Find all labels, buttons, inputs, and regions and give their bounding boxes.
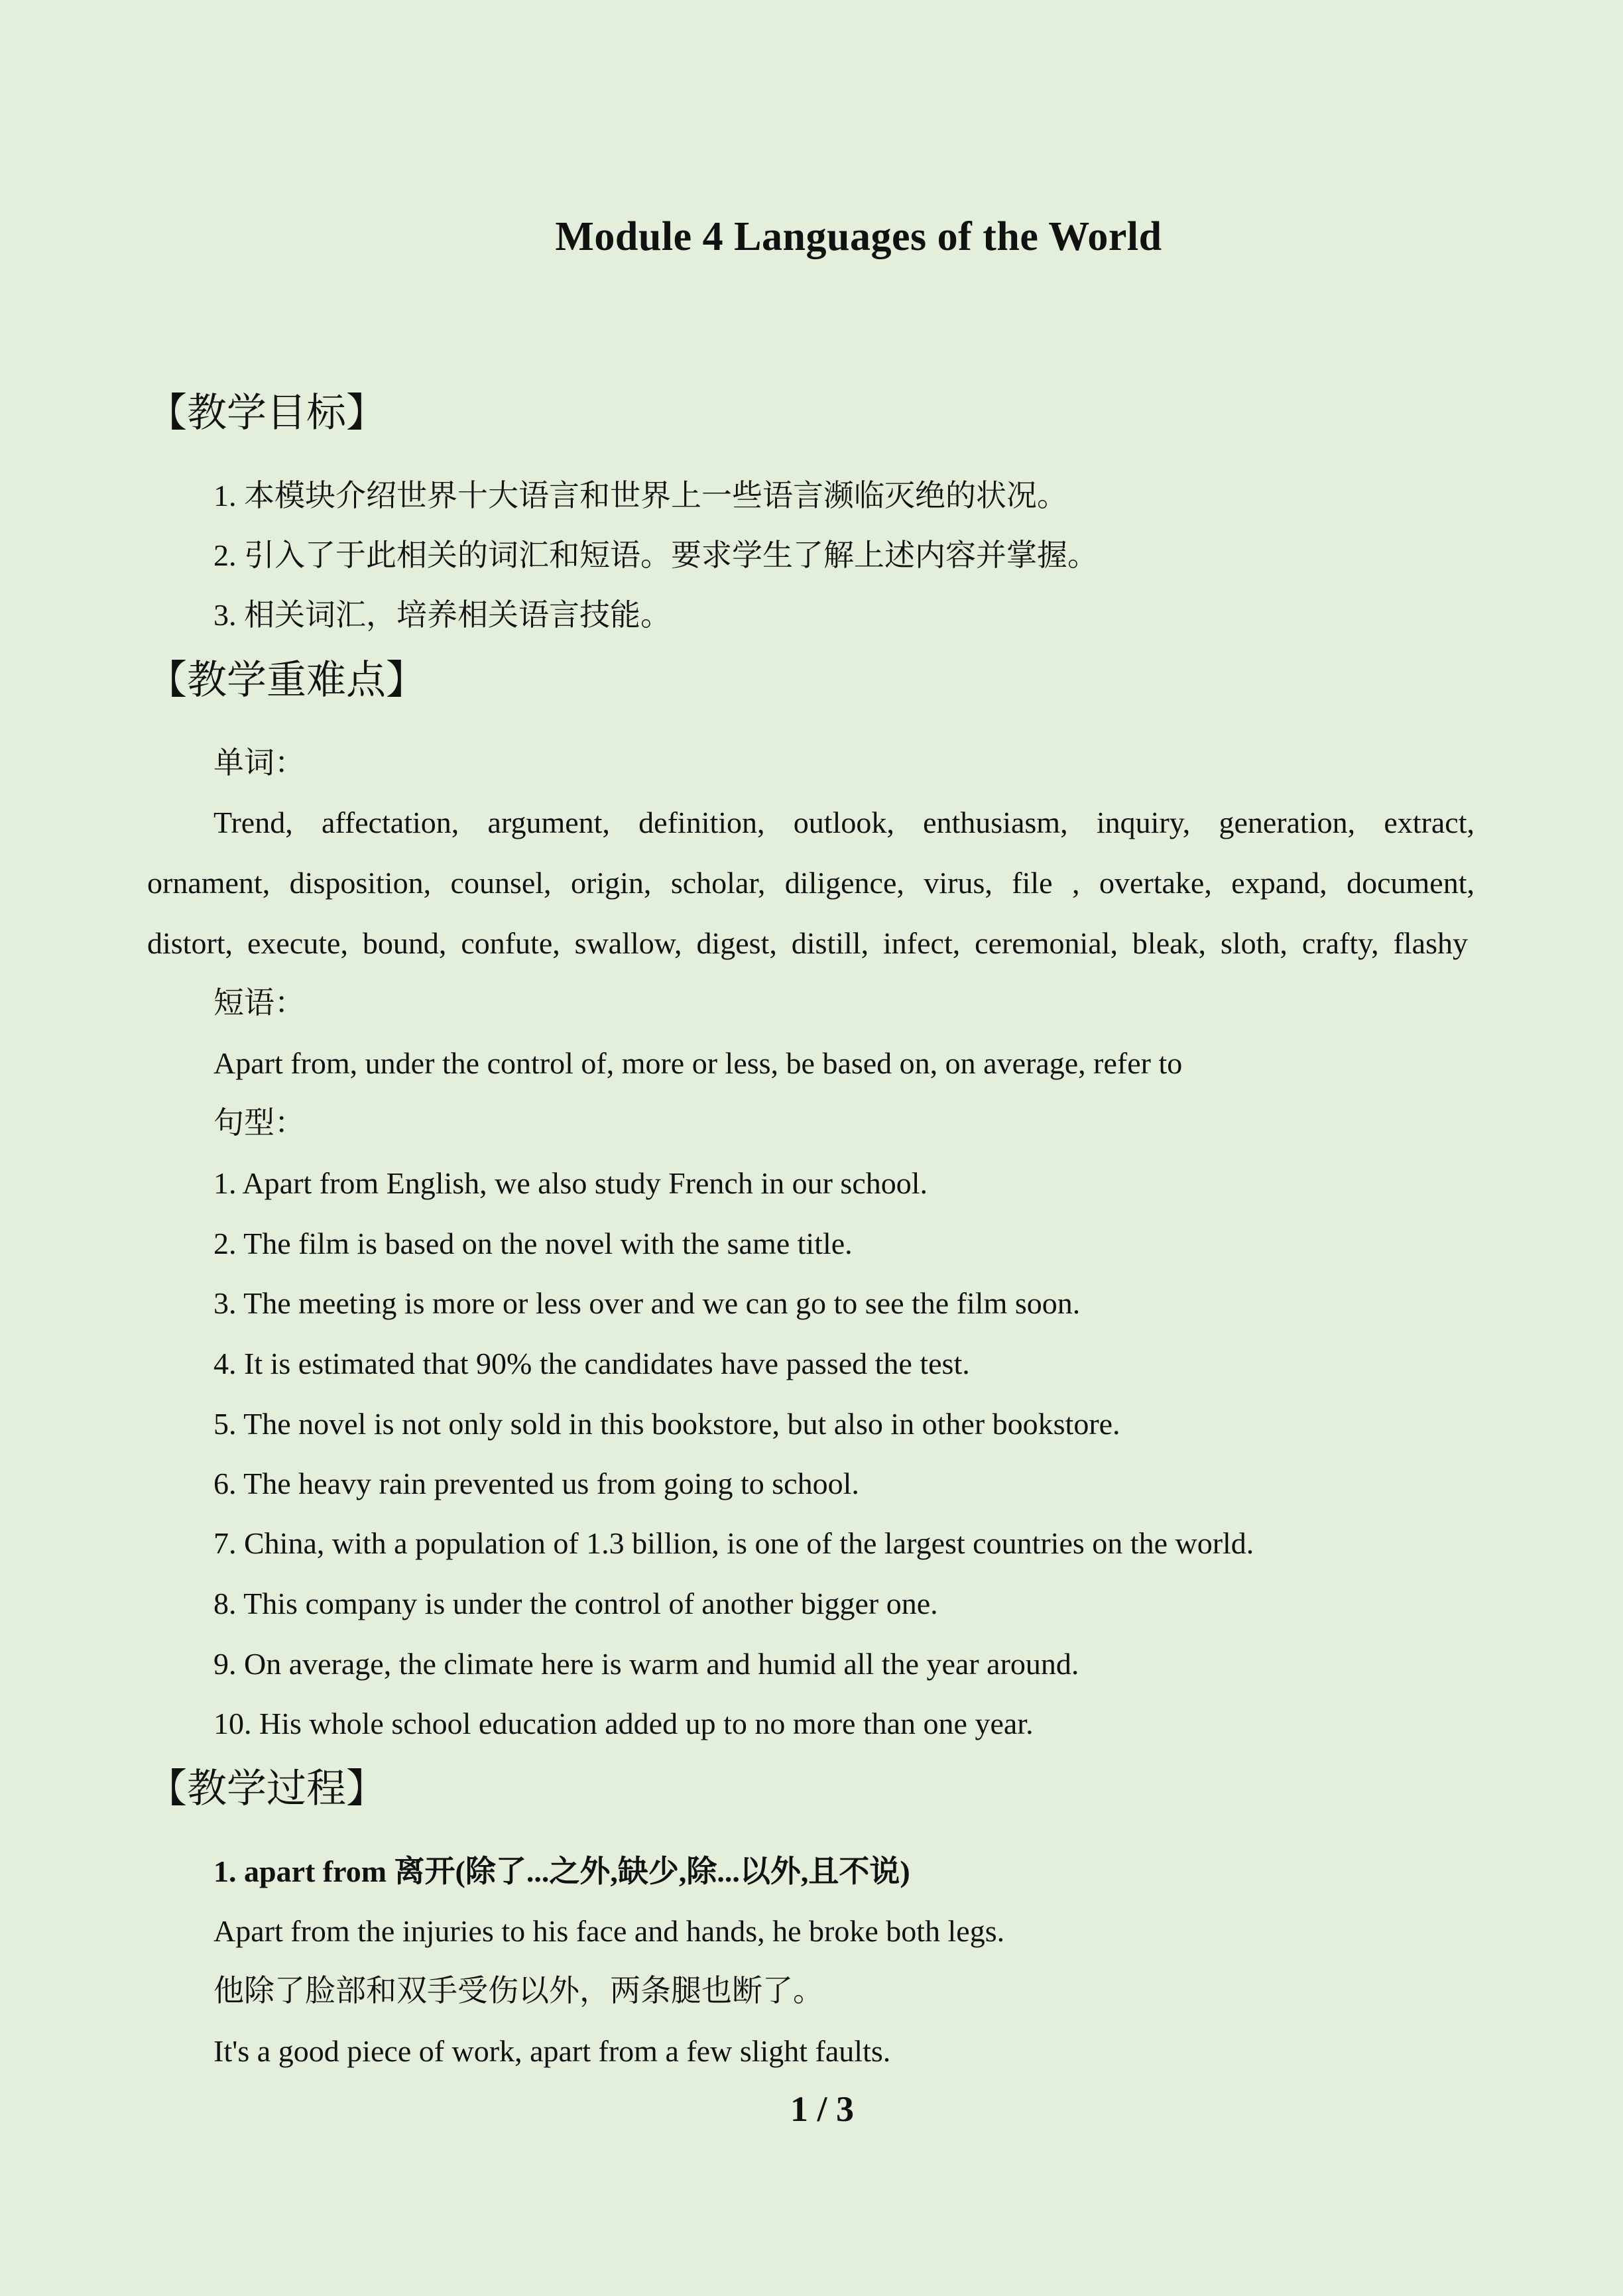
sentence-item: 6. The heavy rain prevented us from going to school. xyxy=(213,1467,859,1500)
objective-item: 2. 引入了于此相关的词汇和短语。要求学生了解上述内容并掌握。 xyxy=(213,538,1098,572)
sentence-item: 1. Apart from English, we also study French in our school. xyxy=(213,1166,928,1200)
example-sentence: It's a good piece of work, apart from a few slight faults. xyxy=(213,2034,891,2068)
sentence-item: 7. China, with a population of 1.3 billion, is one of the largest countries on the world. xyxy=(213,1526,1254,1560)
objective-item: 3. 相关词汇，培养相关语言技能。 xyxy=(213,598,671,632)
sentences-label: 句型： xyxy=(213,1106,305,1140)
example-sentence: Apart from the injuries to his face and hands, he broke both legs. xyxy=(213,1914,1005,1948)
process-heading: 【教学过程】 xyxy=(147,1767,386,1811)
objectives-heading: 【教学目标】 xyxy=(147,391,386,435)
sentence-item: 8. This company is under the control of another bigger one. xyxy=(213,1587,938,1620)
words-line: distort, execute, bound, confute, swallow, digest, distill, infect, ceremonial, bleak, sloth, crafty, flashy xyxy=(147,926,1468,960)
sentence-item: 10. His whole school education added up to no more than one year. xyxy=(213,1707,1034,1740)
sentence-item: 9. On average, the climate here is warm and humid all the year around. xyxy=(213,1647,1079,1681)
sentence-item: 2. The film is based on the novel with the same title. xyxy=(213,1227,853,1260)
process-item-term: 1. apart from xyxy=(213,1854,387,1888)
words-line: ornament, disposition, counsel, origin, scholar, diligence, virus, file , overtake, expand, document, xyxy=(147,866,1474,900)
process-item-heading xyxy=(213,1852,910,1892)
words-line: Trend, affectation, argument, definition, outlook, enthusiasm, inquiry, generation, extract, xyxy=(213,806,1474,839)
document-title: Module 4 Languages of the World xyxy=(555,214,1162,259)
sentence-item: 5. The novel is not only sold in this bookstore, but also in other bookstore. xyxy=(213,1407,1120,1441)
phrases-line: Apart from, under the control of, more or less, be based on, on average, refer to xyxy=(213,1046,1183,1080)
process-item-meaning: 离开(除了...之外,缺少,除...以外,且不说) xyxy=(387,1854,910,1888)
example-translation: 他除了脸部和双手受伤以外，两条腿也断了。 xyxy=(213,1974,823,2008)
sentence-item: 4. It is estimated that 90% the candidates have passed the test. xyxy=(213,1347,970,1380)
sentence-item: 3. The meeting is more or less over and we can go to see the film soon. xyxy=(213,1286,1081,1320)
objective-item: 1. 本模块介绍世界十大语言和世界上一些语言濒临灭绝的状况。 xyxy=(213,479,1067,513)
words-label: 单词： xyxy=(213,746,305,780)
phrases-label: 短语： xyxy=(213,986,305,1020)
key-points-heading: 【教学重难点】 xyxy=(147,658,426,702)
page-number: 1 / 3 xyxy=(790,2089,854,2129)
